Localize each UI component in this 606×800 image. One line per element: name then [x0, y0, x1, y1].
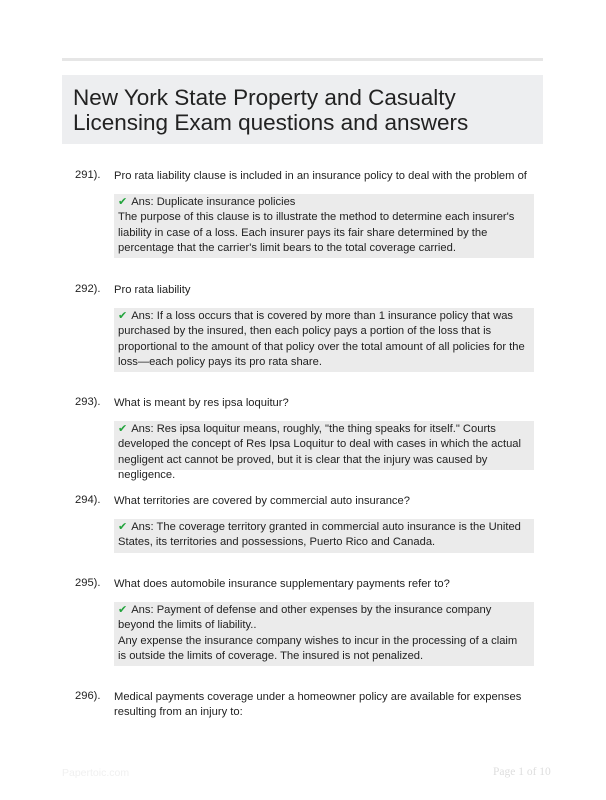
- question-text: What territories are covered by commercial auto insurance?: [114, 495, 410, 507]
- answer-box: [114, 602, 534, 666]
- checkmark-icon: ✔: [118, 310, 128, 322]
- page-title: New York State Property and Casualty Licensing Exam questions and answers: [73, 85, 469, 135]
- answer-text: Ans: Res ipsa loquitur means, roughly, "the thing speaks for itself." Courts developed the concept of Res Ipsa Loquitur to deal with cases in which the actual negligent act cannot be proved, but it is clear that the injury was caused by negligence.: [118, 423, 522, 481]
- question-number: 293).: [75, 396, 101, 408]
- answer-box: [114, 421, 534, 481]
- question-number: 291).: [75, 169, 101, 181]
- title-banner: [62, 75, 543, 144]
- watermark-text: Papertoic.com: [62, 767, 130, 779]
- page-indicator: Page 1 of 10: [493, 766, 551, 778]
- answer-explanation: The purpose of this clause is to illustrate the method to determine each insurer's liability in case of a loss. Each insurer pays its fair share determined by the percentage that the carrier's limit bears to the total coverage carried.: [118, 211, 515, 254]
- question-text: Pro rata liability: [114, 284, 191, 296]
- answer-text: Ans: If a loss occurs that is covered by more than 1 insurance policy that was purchased by the insured, then each policy pays a portion of the loss that is proportional to the amount of that policy over the total amount of all policies for the loss—each policy pays its pro rata share.: [118, 310, 525, 368]
- question-number: 294).: [75, 494, 101, 506]
- answer-box: [114, 194, 534, 258]
- question-text: What does automobile insurance supplementary payments refer to?: [114, 578, 450, 590]
- question-text: Pro rata liability clause is included in an insurance policy to deal with the problem of: [114, 170, 527, 182]
- answer-box: [114, 308, 534, 372]
- question-number: 295).: [75, 577, 101, 589]
- question-number: 296).: [75, 690, 101, 702]
- question-text: Medical payments coverage under a homeowner policy are available for expenses resulting from an injury to:: [114, 691, 522, 719]
- question-text: What is meant by res ipsa loquitur?: [114, 397, 289, 409]
- top-divider: [62, 58, 543, 61]
- question-number: 292).: [75, 283, 101, 295]
- answer-explanation: Any expense the insurance company wishes to incur in the processing of a claim is outside the limits of coverage. The insured is not penalized.: [118, 634, 518, 662]
- answer-text: Ans: The coverage territory granted in commercial auto insurance is the United States, its territories and possessions, Puerto Rico and Canada.: [118, 521, 521, 549]
- checkmark-icon: ✔: [118, 196, 128, 208]
- answer-box: [114, 519, 534, 553]
- checkmark-icon: ✔: [118, 423, 128, 435]
- checkmark-icon: ✔: [118, 521, 128, 533]
- answer-text: Ans: Payment of defense and other expenses by the insurance company beyond the limits of liability..: [118, 604, 492, 632]
- checkmark-icon: ✔: [118, 604, 128, 616]
- answer-text: Ans: Duplicate insurance policies: [131, 196, 296, 208]
